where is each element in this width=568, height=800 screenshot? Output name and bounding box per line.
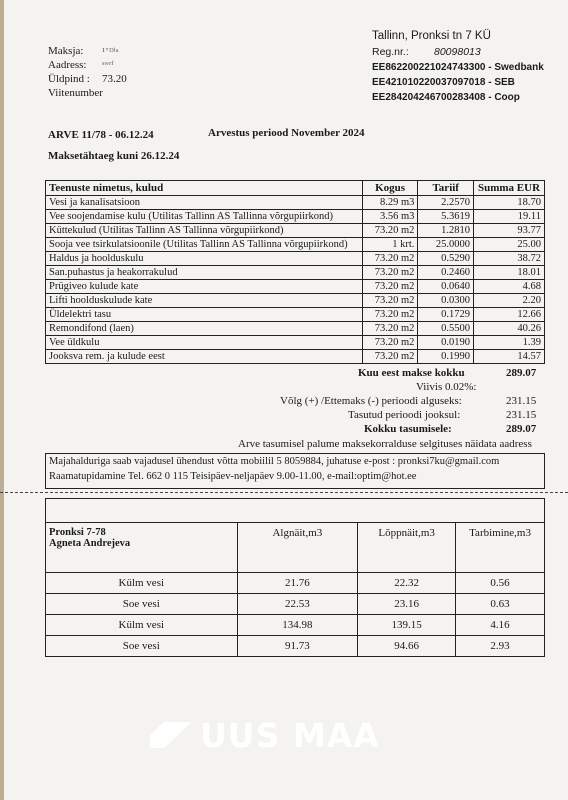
- service-sum: 14.57: [474, 350, 545, 364]
- service-name: Vesi ja kanalisatsioon: [46, 196, 363, 210]
- debt-value: 231.15: [506, 395, 537, 407]
- service-rate: 0.1990: [418, 350, 474, 364]
- service-name: Haldus ja hoolduskulu: [46, 252, 363, 266]
- service-sum: 12.66: [474, 308, 545, 322]
- col-sum: Summa EUR: [474, 181, 545, 196]
- meter-consumption: 2.93: [456, 636, 545, 657]
- payer-label: Maksja:: [48, 45, 84, 57]
- total-value: 289.07: [506, 423, 537, 435]
- meter-end: 23.16: [358, 594, 456, 615]
- col-end-reading: Lõppnäit,m3: [358, 523, 456, 573]
- meter-start: 22.53: [237, 594, 358, 615]
- meter-row: [46, 573, 545, 594]
- service-row: [46, 196, 545, 210]
- service-rate: 0.5500: [418, 322, 474, 336]
- service-row: [46, 266, 545, 280]
- service-sum: 38.72: [474, 252, 545, 266]
- service-rate: 0.5290: [418, 252, 474, 266]
- reference-label: Viitenumber: [48, 87, 103, 99]
- regnr-label: Reg.nr.:: [372, 46, 409, 58]
- service-quantity: 73.20 m2: [362, 294, 418, 308]
- service-name: Vee soojendamise kulu (Utilitas Tallinn AS Tallinna võrgupiirkond): [46, 210, 363, 224]
- service-quantity: 73.20 m2: [362, 266, 418, 280]
- service-row: [46, 280, 545, 294]
- service-sum: 19.11: [474, 210, 545, 224]
- penalty-label: Viivis 0.02%:: [416, 381, 477, 393]
- service-row: [46, 238, 545, 252]
- subtotal-value: 289.07: [506, 367, 537, 379]
- meter-row: [46, 594, 545, 615]
- meter-end: 22.32: [358, 573, 456, 594]
- service-quantity: 73.20 m2: [362, 308, 418, 322]
- area-value: 73.20: [102, 73, 127, 85]
- apartment-label: Pronksi 7-78: [49, 527, 106, 538]
- service-row: [46, 350, 545, 364]
- uus-maa-logo: [150, 716, 420, 754]
- service-name: Prügiveo kulude kate: [46, 280, 363, 294]
- paid-label: Tasutud perioodi jooksul:: [348, 409, 461, 421]
- meter-name: Külm vesi: [46, 573, 238, 594]
- meter-consumption: 4.16: [456, 615, 545, 636]
- meter-top-box: [45, 498, 545, 523]
- meter-name: Soe vesi: [46, 594, 238, 615]
- meter-name: Soe vesi: [46, 636, 238, 657]
- service-row: [46, 336, 545, 350]
- subtotal-label: Kuu eest makse kokku: [358, 367, 465, 379]
- service-name: Vee üldkulu: [46, 336, 363, 350]
- service-quantity: 3.56 m3: [362, 210, 418, 224]
- service-row: [46, 252, 545, 266]
- meter-start: 91.73: [237, 636, 358, 657]
- services-header-row: [46, 181, 545, 196]
- contact-line: Raamatupidamine Tel. 662 0 115 Teisipäev-neljapäev 9.00-11.00, e-mail:optim@hot.ee: [49, 471, 417, 482]
- service-quantity: 8.29 m3: [362, 196, 418, 210]
- service-row: [46, 308, 545, 322]
- service-quantity: 73.20 m2: [362, 322, 418, 336]
- payment-note: Arve tasumisel palume maksekorralduse selgituses näidata aadress: [238, 438, 532, 450]
- service-sum: 18.70: [474, 196, 545, 210]
- meter-header-row: [46, 523, 545, 573]
- service-sum: 18.01: [474, 266, 545, 280]
- owner-name: Agneta Andrejeva: [49, 538, 131, 549]
- meter-row: [46, 615, 545, 636]
- col-start-reading: Algnäit,m3: [237, 523, 358, 573]
- service-quantity: 73.20 m2: [362, 252, 418, 266]
- service-rate: 0.0300: [418, 294, 474, 308]
- service-rate: 2.2570: [418, 196, 474, 210]
- service-sum: 2.20: [474, 294, 545, 308]
- invoice-number: ARVE 11/78 - 06.12.24: [48, 129, 154, 141]
- service-row: [46, 210, 545, 224]
- service-name: Üldelektri tasu: [46, 308, 363, 322]
- total-label: Kokku tasumisele:: [364, 423, 452, 435]
- service-sum: 4.68: [474, 280, 545, 294]
- service-name: Remondifond (laen): [46, 322, 363, 336]
- service-sum: 93.77: [474, 224, 545, 238]
- contact-line: Majahalduriga saab vajadusel ühendust võtta mobiilil 5 8059884, juhatuse e-post : pronksi7ku@gmail.com: [49, 456, 500, 467]
- regnr-value: 80098013: [434, 46, 481, 58]
- service-quantity: 73.20 m2: [362, 350, 418, 364]
- service-name: Sooja vee tsirkulatsioonile (Utilitas Tallinn AS Tallinna võrgupiirkond): [46, 238, 363, 252]
- area-label: Üldpind :: [48, 73, 90, 85]
- service-row: [46, 322, 545, 336]
- meter-end: 94.66: [358, 636, 456, 657]
- company-name: Tallinn, Pronksi tn 7 KÜ: [372, 30, 491, 42]
- cut-line: [0, 492, 568, 493]
- address-value: ˢʷʳᶠ: [102, 59, 114, 71]
- meter-end: 139.15: [358, 615, 456, 636]
- service-quantity: 73.20 m2: [362, 280, 418, 294]
- address-label: Aadress:: [48, 59, 87, 71]
- service-sum: 40.26: [474, 322, 545, 336]
- bank-account: EE284204246700283408 - Coop: [372, 92, 520, 103]
- meter-consumption: 0.56: [456, 573, 545, 594]
- service-row: [46, 294, 545, 308]
- service-quantity: 1 krt.: [362, 238, 418, 252]
- service-sum: 25.00: [474, 238, 545, 252]
- service-name: Jooksva rem. ja kulude eest: [46, 350, 363, 364]
- payer-value: ¹ʽᴰⁱᵃ: [102, 46, 119, 58]
- service-name: Lifti hoolduskulude kate: [46, 294, 363, 308]
- meter-owner-cell: [46, 523, 238, 573]
- col-quantity: Kogus: [362, 181, 418, 196]
- service-quantity: 73.20 m2: [362, 224, 418, 238]
- due-date: Maksetähtaeg kuni 26.12.24: [48, 150, 180, 162]
- service-rate: 0.1729: [418, 308, 474, 322]
- services-table: [45, 180, 545, 364]
- service-rate: 0.2460: [418, 266, 474, 280]
- meter-start: 134.98: [237, 615, 358, 636]
- contact-box: [45, 453, 545, 489]
- logo-text: UUS MAA: [200, 715, 380, 755]
- service-rate: 0.0640: [418, 280, 474, 294]
- col-rate: Tariif: [418, 181, 474, 196]
- service-name: San.puhastus ja heakorrakulud: [46, 266, 363, 280]
- meter-row: [46, 636, 545, 657]
- meter-start: 21.76: [237, 573, 358, 594]
- logo-mark-icon: [150, 722, 192, 748]
- bank-account: EE421010220037097018 - SEB: [372, 77, 515, 88]
- service-sum: 1.39: [474, 336, 545, 350]
- service-name: Küttekulud (Utilitas Tallinn AS Tallinna võrgupiirkond): [46, 224, 363, 238]
- paid-value: 231.15: [506, 409, 537, 421]
- col-service-name: Teenuste nimetus, kulud: [46, 181, 363, 196]
- service-rate: 0.0190: [418, 336, 474, 350]
- debt-label: Võlg (+) /Ettemaks (-) perioodi alguseks:: [280, 395, 462, 407]
- service-quantity: 73.20 m2: [362, 336, 418, 350]
- billing-period: Arvestus periood November 2024: [208, 127, 365, 139]
- service-rate: 1.2810: [418, 224, 474, 238]
- service-rate: 5.3619: [418, 210, 474, 224]
- service-row: [46, 224, 545, 238]
- meter-name: Külm vesi: [46, 615, 238, 636]
- bank-account: EE862200221024743300 - Swedbank: [372, 62, 544, 73]
- meter-consumption: 0.63: [456, 594, 545, 615]
- col-consumption: Tarbimine,m3: [456, 523, 545, 573]
- meter-table: [45, 522, 545, 657]
- service-rate: 25.0000: [418, 238, 474, 252]
